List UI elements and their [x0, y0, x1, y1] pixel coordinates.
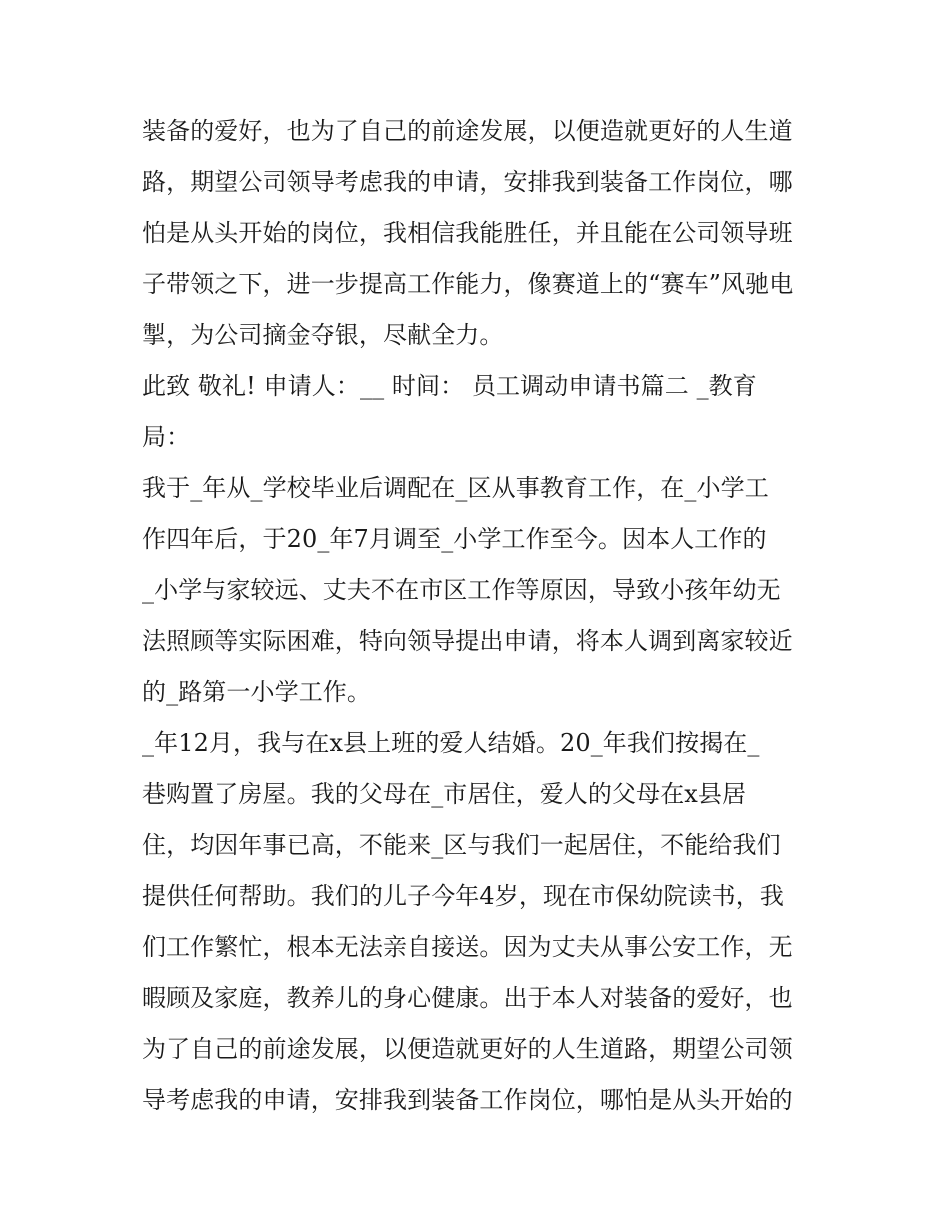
text-line: 我于_年从_学校毕业后调配在_区从事教育工作，在_小学工 [142, 474, 769, 502]
text-line: 怕是从头开始的岗位，我相信我能胜任，并且能在公司领导班 [142, 219, 793, 247]
text-line: 此致 敬礼! 申请人：__ 时间： 员工调动申请书篇二 _教育 [142, 372, 757, 400]
text-line: 掣，为公司摘金夺银，尽献全力。 [142, 321, 504, 349]
text-line: 装备的爱好，也为了自己的前途发展，以便造就更好的人生道 [142, 117, 793, 145]
text-line: 路，期望公司领导考虑我的申请，安排我到装备工作岗位，哪 [142, 168, 793, 196]
text-line: 导考虑我的申请，安排我到装备工作岗位，哪怕是从头开始的 [142, 1086, 793, 1114]
text-line: 为了自己的前途发展，以便造就更好的人生道路，期望公司领 [142, 1035, 793, 1063]
text-line: 住，均因年事已高，不能来_区与我们一起居住，不能给我们 [142, 831, 781, 859]
text-line: _小学与家较远、丈夫不在市区工作等原因，导致小孩年幼无 [142, 576, 781, 604]
text-line: 提供任何帮助。我们的儿子今年4岁，现在市保幼院读书，我 [142, 882, 784, 910]
text-line: 们工作繁忙，根本无法亲自接送。因为丈夫从事公安工作，无 [142, 933, 793, 961]
document-body [142, 106, 822, 1126]
text-line: 子带领之下，进一步提高工作能力，像赛道上的“赛车”风驰电 [142, 270, 794, 298]
text-line: 作四年后，于20_年7月调至_小学工作至今。因本人工作的 [142, 525, 767, 553]
text-line: 局： [142, 423, 191, 451]
text-line: _年12月，我与在x县上班的爱人结婚。20_年我们按揭在_ [142, 729, 760, 757]
text-line: 的_路第一小学工作。 [142, 678, 371, 706]
text-line: 巷购置了房屋。我的父母在_市居住，爱人的父母在x县居 [142, 780, 747, 808]
text-line: 暇顾及家庭，教养儿的身心健康。出于本人对装备的爱好，也 [142, 984, 793, 1012]
text-line: 法照顾等实际困难，特向领导提出申请，将本人调到离家较近 [142, 627, 793, 655]
